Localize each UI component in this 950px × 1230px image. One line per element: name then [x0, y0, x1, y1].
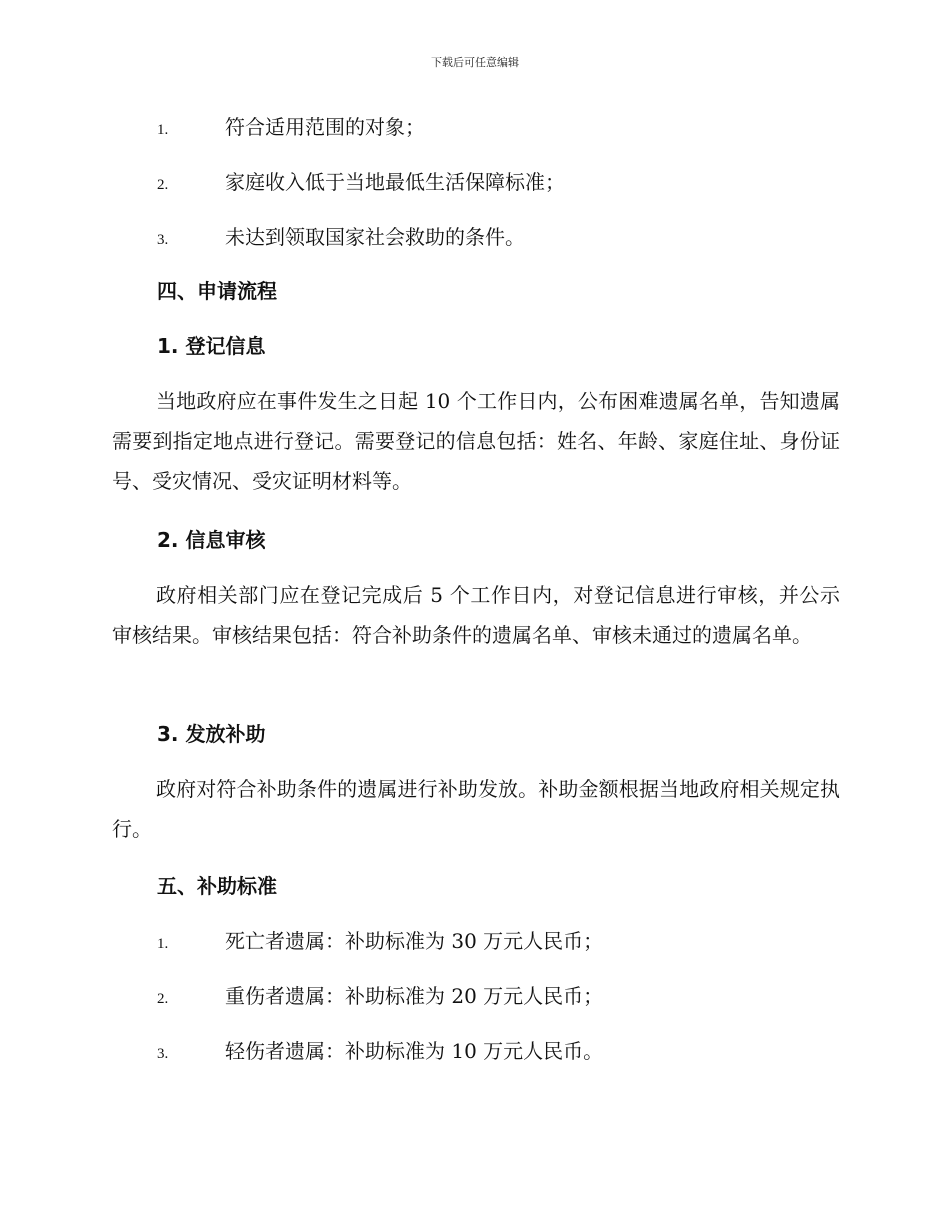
- section-heading-subsidy-standard: 五、补助标准: [157, 874, 277, 898]
- list-number: 3.: [157, 232, 169, 248]
- standard-item: [157, 1036, 603, 1066]
- page-header: 下载后可任意编辑: [431, 56, 519, 69]
- list-number: 2.: [157, 177, 169, 193]
- condition-item: [157, 112, 425, 142]
- list-text: 轻伤者遗属：补助标准为 10 万元人民币。: [225, 1039, 604, 1063]
- list-number: 2.: [157, 991, 169, 1007]
- list-text: 家庭收入低于当地最低生活保障标准；: [225, 170, 565, 194]
- condition-item: [157, 222, 525, 252]
- list-number: 1.: [157, 122, 169, 138]
- list-text: 符合适用范围的对象；: [225, 115, 425, 139]
- list-text: 死亡者遗属：补助标准为 30 万元人民币；: [225, 929, 604, 953]
- list-number: 3.: [157, 1046, 169, 1062]
- condition-item: [157, 167, 565, 197]
- paragraph-review: 政府相关部门应在登记完成后 5 个工作日内，对登记信息进行审核，并公示审核结果。审核结果包括：符合补助条件的遗属名单、审核未通过的遗属名单。: [112, 583, 840, 647]
- section-heading-application-process: 四、申请流程: [157, 279, 277, 303]
- standard-item: [157, 981, 603, 1011]
- paragraph-distribution: 政府对符合补助条件的遗属进行补助发放。补助金额根据当地政府相关规定执行。: [112, 777, 840, 841]
- subheading-distribution: 3. 发放补助: [157, 722, 266, 746]
- paragraph-registration: 当地政府应在事件发生之日起 10 个工作日内，公布困难遗属名单，告知遗属需要到指定地点进行登记。需要登记的信息包括：姓名、年龄、家庭住址、身份证号、受灾情况、受灾证明材料等。: [112, 389, 840, 493]
- list-text: 未达到领取国家社会救助的条件。: [225, 225, 525, 249]
- standard-item: [157, 926, 603, 956]
- list-text: 重伤者遗属：补助标准为 20 万元人民币；: [225, 984, 604, 1008]
- subheading-review: 2. 信息审核: [157, 528, 266, 552]
- subheading-registration: 1. 登记信息: [157, 334, 266, 358]
- list-number: 1.: [157, 936, 169, 952]
